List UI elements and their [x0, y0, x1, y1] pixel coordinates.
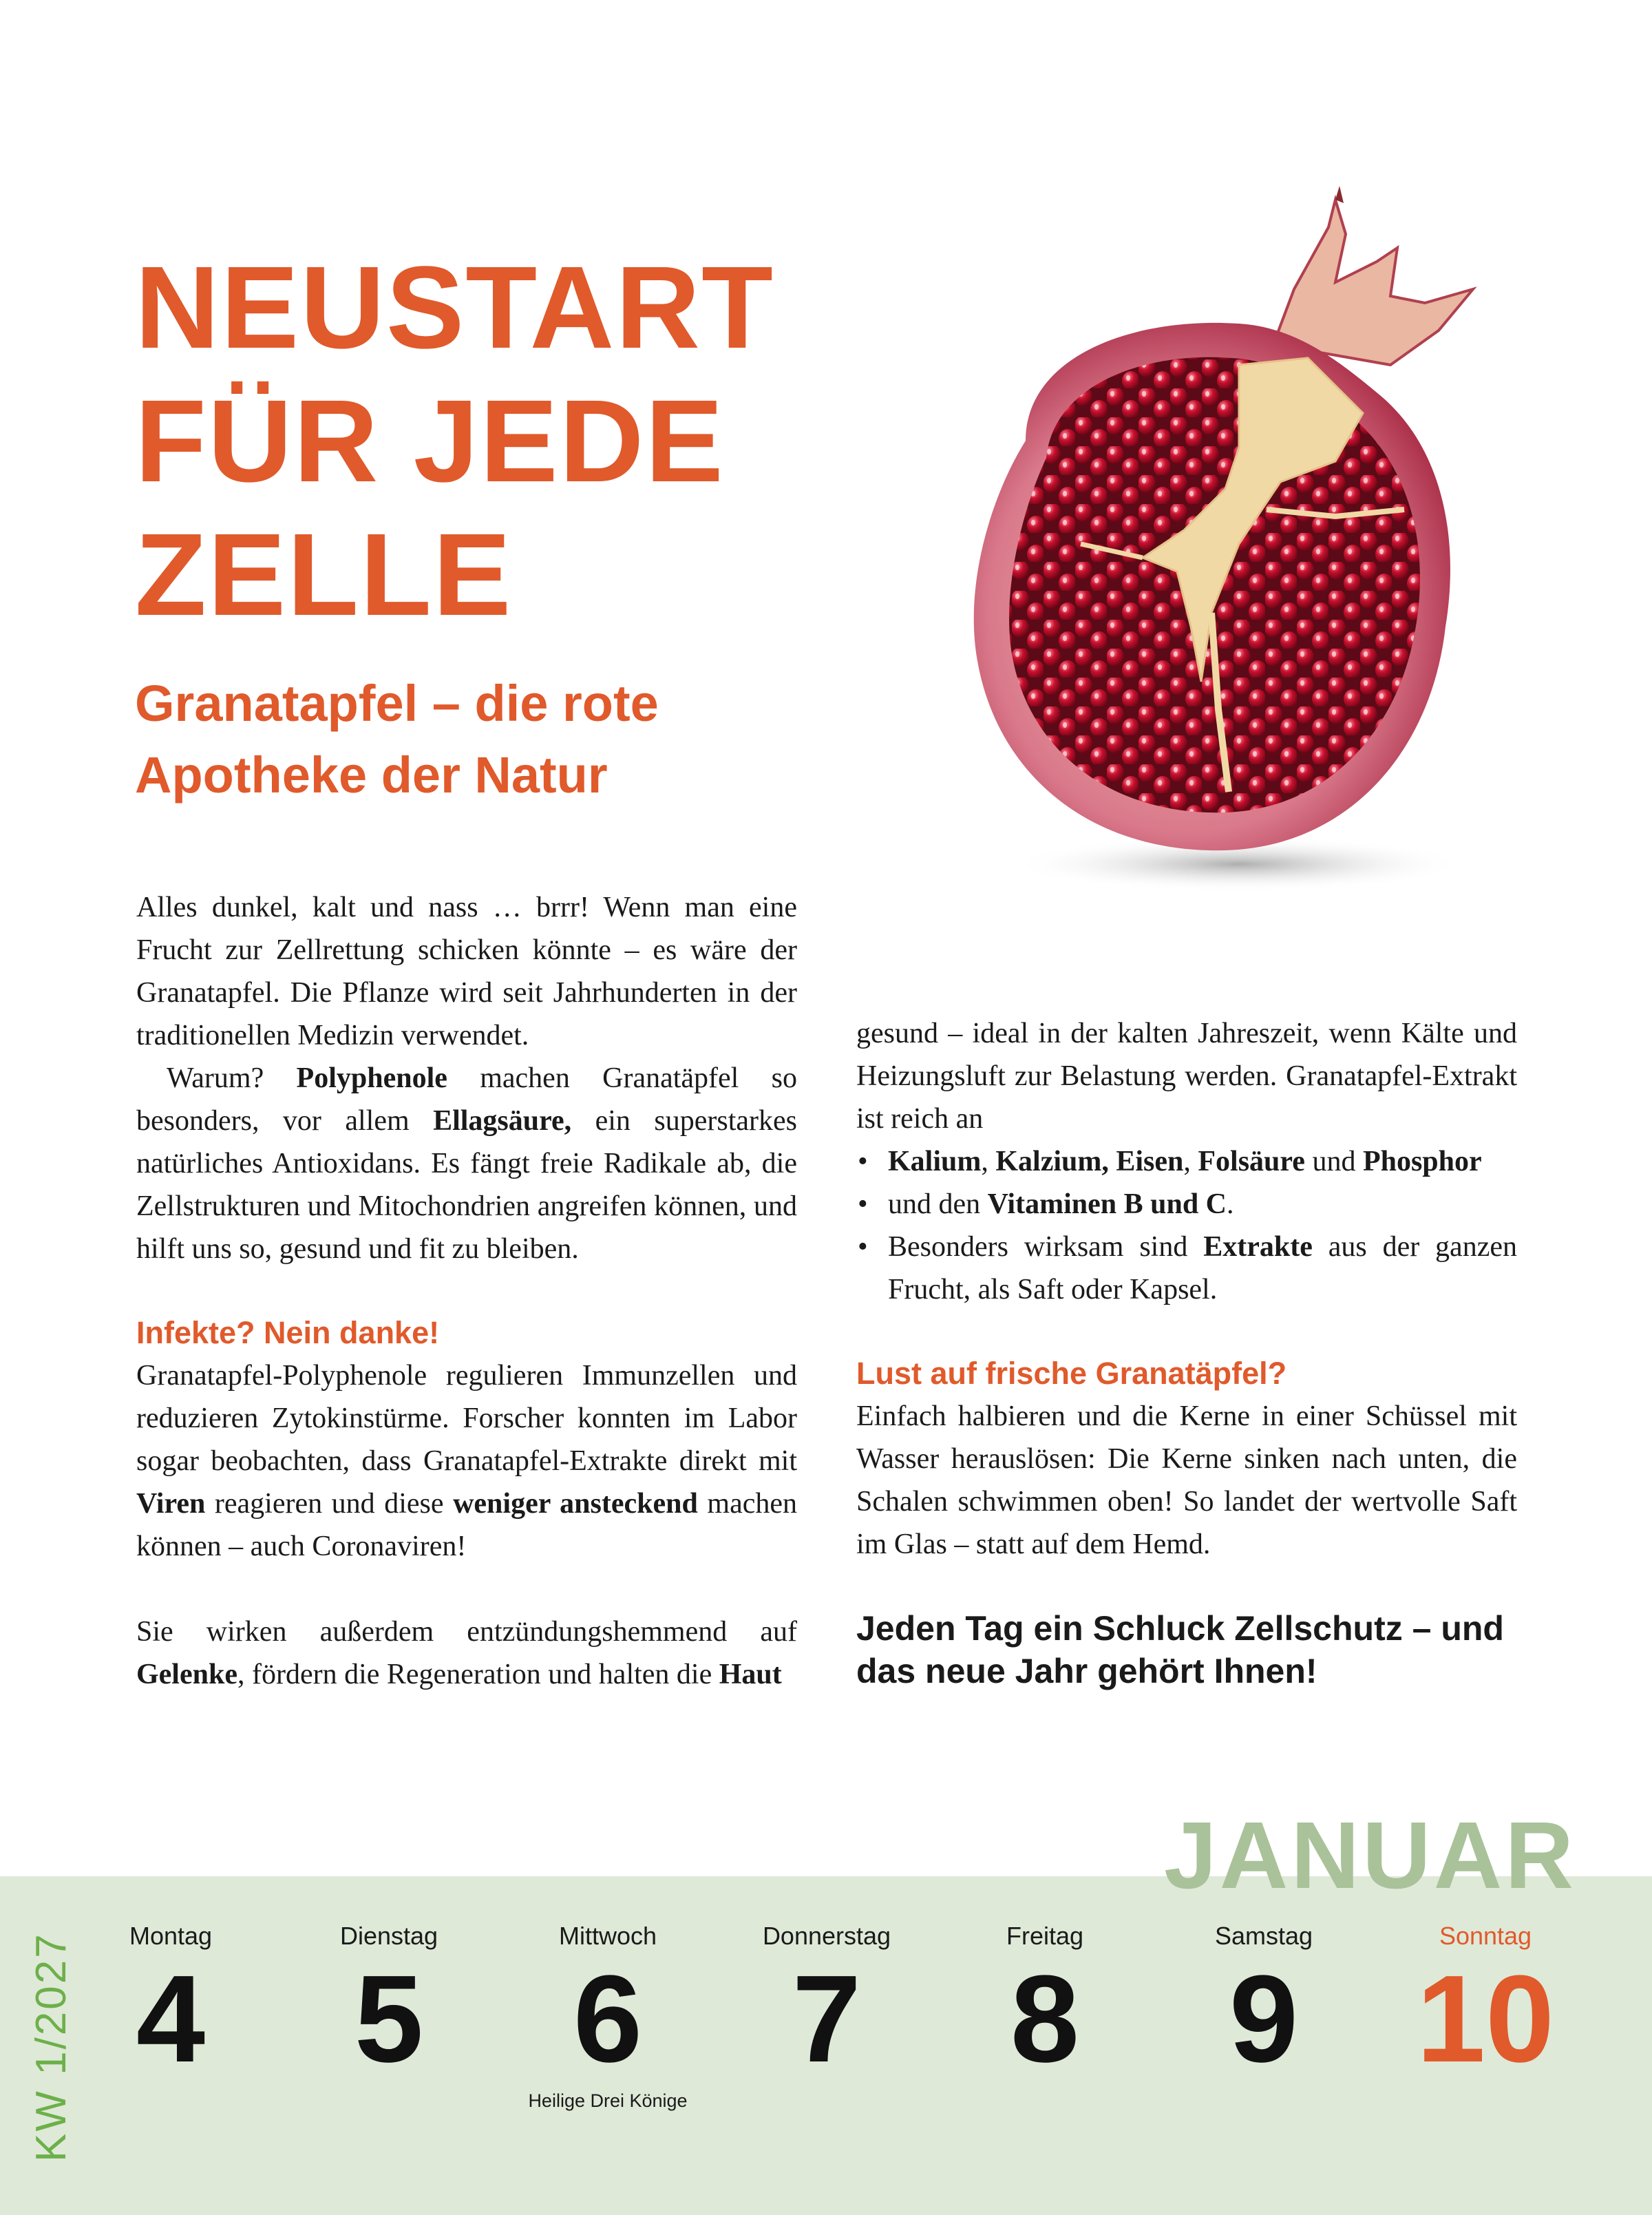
gelenke-paragraph	[136, 1610, 797, 1696]
day-name: Mittwoch	[558, 1922, 657, 1950]
text-span: machen Granatäpfel so besonders, vor allem	[136, 1062, 798, 1137]
day-number: 10	[1416, 1950, 1555, 2088]
tip-paragraph: Einfach halbieren und die Kerne in einer Schüssel mit Wasser herauslösen: Die Kerne sinken nach unten, die Schalen schwimmen oben! So landet der wertvolle Saft im Glas – statt auf dem Hemd.	[856, 1400, 1517, 1560]
subtitle	[135, 668, 823, 811]
left-column	[136, 886, 797, 1696]
day-monday	[67, 1921, 274, 2088]
month-label: JANUAR	[1163, 1803, 1576, 1909]
bold-term: Gelenke	[136, 1659, 237, 1690]
list-item	[856, 1226, 1517, 1311]
bold-term: Haut	[719, 1659, 782, 1690]
spacer	[856, 1566, 1517, 1607]
text-span: Warum?	[167, 1062, 297, 1094]
list-item	[856, 1183, 1517, 1226]
day-saturday	[1161, 1921, 1367, 2088]
day-number: 7	[792, 1950, 862, 2088]
title-line-1: NEUSTART	[135, 242, 774, 373]
text-span: Sie wirken außerdem entzündungshemmend auf	[136, 1616, 797, 1648]
pomegranate-image	[854, 186, 1542, 902]
spacer	[136, 1568, 797, 1610]
bold-term: Phosphor	[1362, 1146, 1482, 1177]
nutrient-list	[856, 1140, 1517, 1311]
text-span: , fördern die Regeneration und halten die	[237, 1659, 719, 1690]
bold-term: Polyphenole	[296, 1062, 447, 1094]
text-span: aus der ganzen Frucht, als Saft oder Kapsel.	[888, 1231, 1517, 1305]
text-span: und	[1304, 1146, 1363, 1177]
closing-statement: Jeden Tag ein Schluck Zellschutz – und das neue Jahr gehört Ihnen!	[856, 1609, 1504, 1690]
day-number: 4	[136, 1950, 206, 2088]
day-name: Sonntag	[1439, 1922, 1532, 1950]
continuation-paragraph: gesund – ideal in der kalten Jahreszeit, wenn Kälte und Heizungsluft zur Belastung werden. Granatapfel-Extrakt ist reich an	[856, 1018, 1517, 1135]
bold-term: Viren	[136, 1488, 206, 1520]
subtitle-line-1: Granatapfel – die rote	[135, 675, 659, 732]
day-number: 6	[573, 1950, 643, 2088]
text-span: machen können – auch Coronaviren!	[136, 1488, 797, 1562]
heading-lust: Lust auf frische Granatäpfel?	[856, 1356, 1287, 1391]
spacer	[136, 1270, 797, 1312]
text-span: Besonders wirksam sind	[888, 1231, 1204, 1263]
title-line-2: FÜR JEDE	[135, 376, 725, 507]
intro-paragraph: Alles dunkel, kalt und nass … brrr! Wenn man eine Frucht zur Zellrettung schicken könnte – es wäre der Granatapfel. Die Pflanze wird seit Jahrhunderten in der traditionellen Medizin verwendet.	[136, 892, 797, 1051]
text-span: Granatapfel-Polyphenole regulieren Immunzellen und reduzieren Zytokinstürme. Forscher konnten im Labor sogar beobachten, dass Granatapfel-Extrakte direkt mit	[136, 1360, 797, 1477]
week-number: KW 1/2027	[28, 1932, 75, 2162]
holiday-label: Heilige Drei Könige	[528, 2090, 688, 2111]
bold-term: Kalium	[888, 1146, 982, 1177]
day-wednesday	[505, 1921, 711, 2088]
day-friday	[942, 1921, 1148, 2088]
bold-term: Folsäure	[1198, 1146, 1305, 1177]
bold-term: Ellagsäure,	[433, 1105, 572, 1137]
bold-term: Extrakte	[1203, 1231, 1313, 1263]
right-column	[856, 1012, 1517, 1692]
title-line-3: ZELLE	[135, 510, 513, 640]
day-number: 9	[1229, 1950, 1299, 2088]
bold-term: weniger ansteckend	[453, 1488, 698, 1520]
subtitle-line-2: Apotheke der Natur	[135, 746, 608, 804]
text-span: ein superstarkes natürliches Antioxidans. Es fängt freie Radikale ab, die Zellstrukturen und Mitochondrien angreifen können, und hilft uns so, gesund und fit zu bleiben.	[136, 1105, 797, 1265]
day-name: Dienstag	[339, 1922, 438, 1950]
bold-term: Vitaminen B und C	[987, 1188, 1227, 1220]
list-item	[856, 1140, 1517, 1183]
day-name: Freitag	[1006, 1922, 1084, 1950]
page-title	[135, 241, 823, 642]
day-tuesday	[286, 1921, 492, 2088]
day-sunday	[1382, 1921, 1589, 2088]
day-thursday	[723, 1921, 930, 2088]
infekte-paragraph	[136, 1354, 797, 1568]
spacer	[856, 1311, 1517, 1352]
bold-term: Kalzium, Eisen	[995, 1146, 1184, 1177]
polyphenole-paragraph	[136, 1057, 797, 1270]
day-number: 5	[354, 1950, 424, 2088]
text-span: und den	[888, 1188, 988, 1220]
text-span: reagieren und diese	[205, 1488, 454, 1520]
day-number: 8	[1010, 1950, 1080, 2088]
text-span: ,	[1183, 1146, 1198, 1177]
day-name: Montag	[129, 1922, 213, 1950]
heading-infekte: Infekte? Nein danke!	[136, 1315, 440, 1350]
text-span: ,	[981, 1146, 996, 1177]
day-name: Donnerstag	[762, 1922, 891, 1950]
day-name: Samstag	[1214, 1922, 1313, 1950]
text-span: .	[1227, 1188, 1234, 1220]
